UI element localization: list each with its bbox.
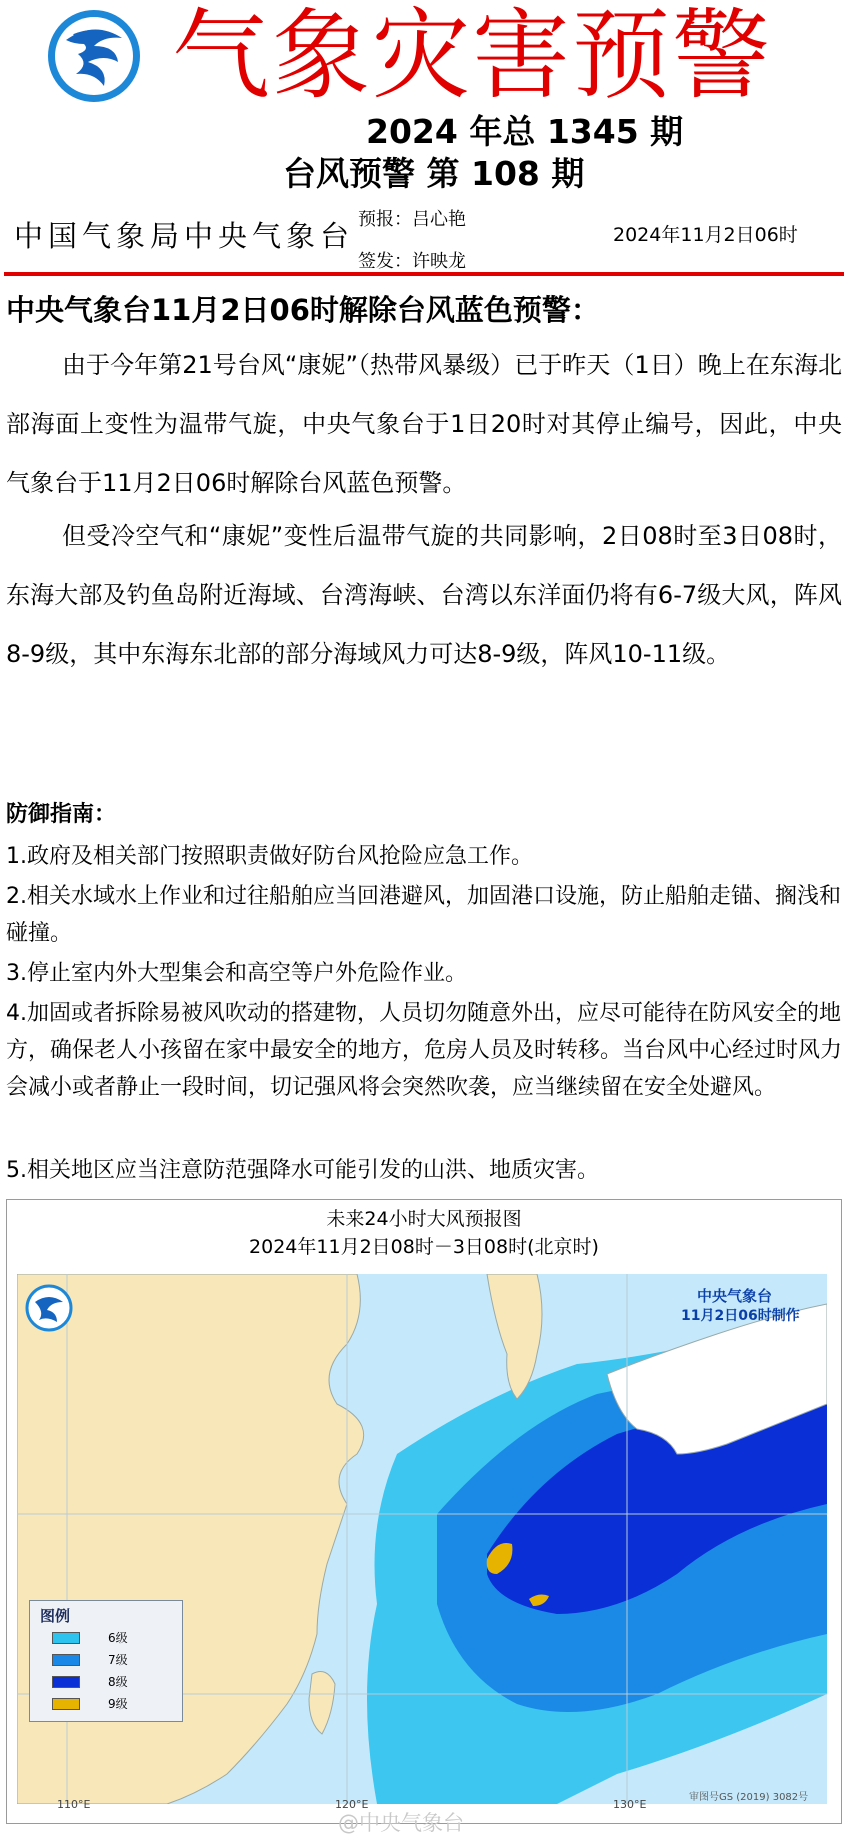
wind-forecast-map bbox=[6, 1199, 842, 1824]
map-title: 未来24小时大风预报图 bbox=[326, 1208, 522, 1230]
legend-swatch bbox=[52, 1698, 80, 1710]
guide-item-5: 5.相关地区应当注意防范强降水可能引发的山洪、地质灾害。 bbox=[6, 1158, 599, 1183]
map-subtitle: 2024年11月2日08时－3日08时(北京时) bbox=[249, 1236, 599, 1258]
map-approval-number: 审图号GS (2019) 3082号 bbox=[689, 1792, 809, 1803]
issuer-name: 中国气象局中央气象台 bbox=[14, 219, 355, 253]
legend-item-7 bbox=[52, 1651, 162, 1669]
cma-logo bbox=[44, 6, 144, 106]
lon-label-120: 120°E bbox=[335, 1798, 369, 1811]
watermark: @中央气象台 bbox=[338, 1811, 464, 1835]
map-legend bbox=[29, 1600, 183, 1722]
legend-item-8 bbox=[52, 1673, 162, 1691]
guide-item-3: 3.停止室内外大型集会和高空等户外危险作业。 bbox=[6, 961, 467, 986]
guide-item-4: 4.加固或者拆除易被风吹动的搭建物，人员切勿随意外出，应尽可能待在防风安全的地方，确保老人小孩留在家中最安全的地方，危房人员及时转移。当台风中心经过时风力会减小或者静止一段时间，切记强风将会突然吹袭，应当继续留在安全处避风。 bbox=[6, 1001, 843, 1100]
issue-time: 2024年11月2日06时 bbox=[613, 224, 798, 246]
map-made-time: 11月2日06时制作 bbox=[681, 1308, 800, 1324]
map-agency-label: 中央气象台 bbox=[697, 1287, 773, 1305]
legend-label: 6级 bbox=[108, 1631, 128, 1645]
typhoon-issue-number: 台风预警 第 108 期 bbox=[283, 154, 585, 193]
page-title: 气象灾害预警 bbox=[172, 0, 773, 113]
legend-item-6 bbox=[52, 1629, 162, 1647]
legend-swatch bbox=[52, 1676, 80, 1688]
legend-swatch bbox=[52, 1654, 80, 1666]
legend-swatch bbox=[52, 1632, 80, 1644]
header-divider bbox=[4, 272, 844, 276]
lon-label-130: 130°E bbox=[613, 1798, 647, 1811]
guide-item-1: 1.政府及相关部门按照职责做好防台风抢险应急工作。 bbox=[6, 844, 533, 869]
headline: 中央气象台11月2日06时解除台风蓝色预警： bbox=[6, 293, 600, 327]
signer: 签发：许映龙 bbox=[358, 251, 466, 272]
legend-item-9 bbox=[52, 1695, 162, 1713]
legend-label: 9级 bbox=[108, 1697, 128, 1711]
forecaster: 预报：吕心艳 bbox=[358, 209, 466, 230]
paragraph-2: 但受冷空气和“康妮”变性后温带气旋的共同影响，2日08时至3日08时，东海大部及钓鱼岛附近海域、台湾海峡、台湾以东洋面仍将有6-7级大风，阵风8-9级，其中东海东北部的部分海域风力可达8-9级，阵风10-11级。 bbox=[6, 522, 842, 668]
map-graphic bbox=[17, 1274, 827, 1804]
legend-label: 7级 bbox=[108, 1653, 128, 1667]
legend-title: 图例 bbox=[40, 1607, 71, 1625]
total-issue-number: 2024 年总 1345 期 bbox=[366, 112, 684, 151]
lon-label-110: 110°E bbox=[57, 1798, 91, 1811]
paragraph-1: 由于今年第21号台风“康妮”（热带风暴级）已于昨天（1日）晚上在东海北部海面上变性为温带气旋，中央气象台于1日20时对其停止编号，因此，中央气象台于11月2日06时解除台风蓝色预警。 bbox=[6, 351, 842, 497]
defense-guide-title: 防御指南： bbox=[6, 802, 117, 827]
legend-label: 8级 bbox=[108, 1675, 128, 1689]
guide-item-2: 2.相关水域水上作业和过往船舶应当回港避风，加固港口设施，防止船舶走锚、搁浅和碰撞。 bbox=[6, 884, 841, 946]
